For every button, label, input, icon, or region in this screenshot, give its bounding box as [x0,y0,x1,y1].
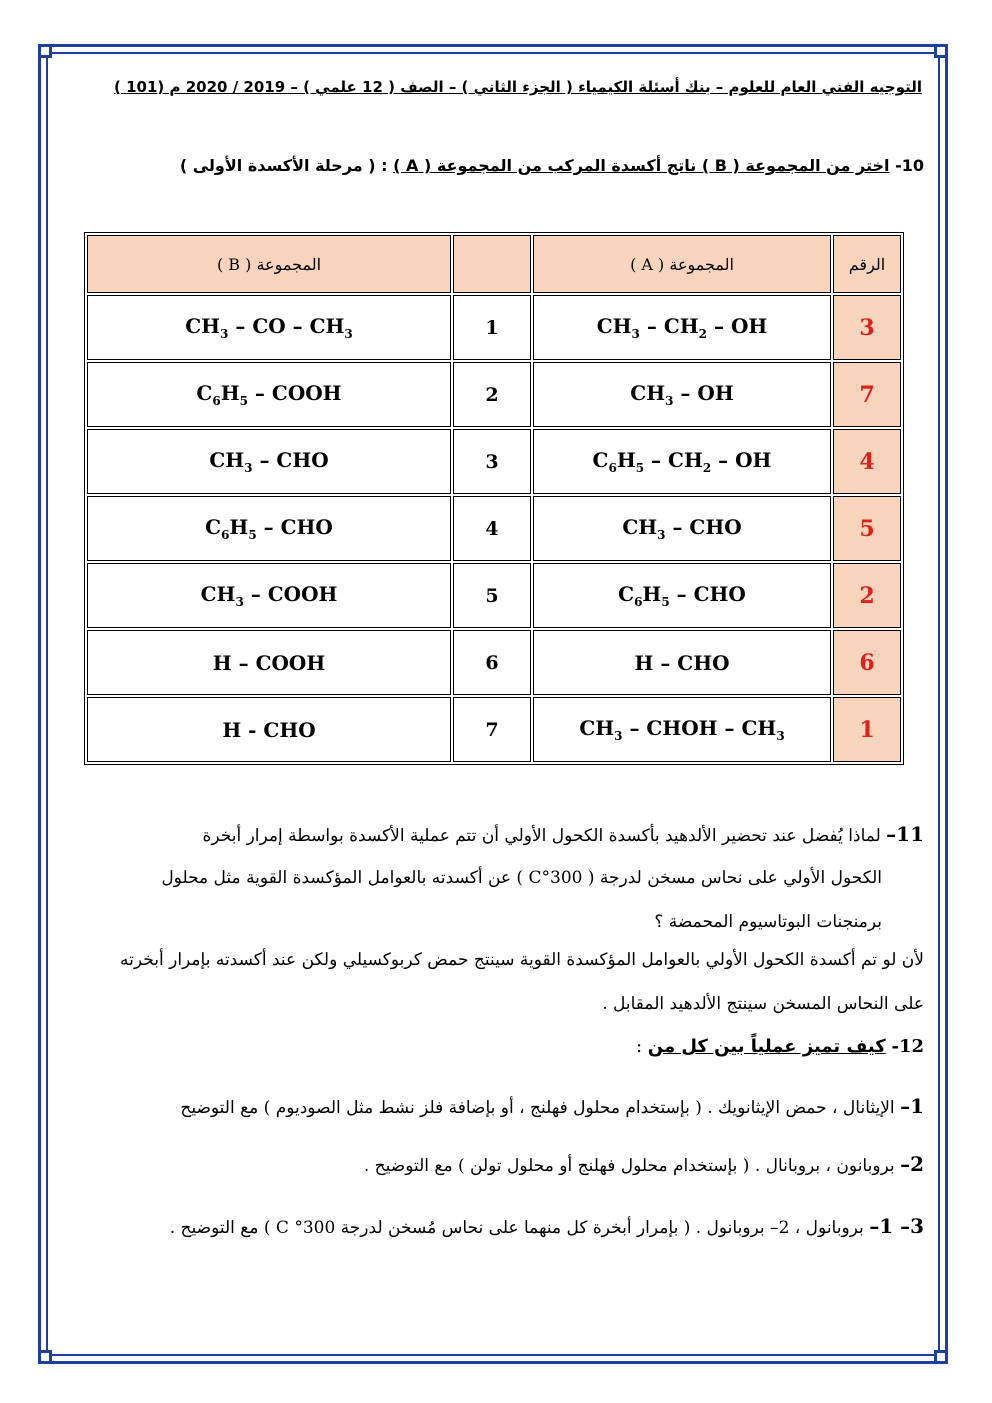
question-10-number: 10- [895,156,924,175]
question-12-colon: : [635,1036,648,1057]
group-b-compound: $CH_3$ – COOH [87,563,451,628]
question-11-answer-1: لأن لو تم أكسدة الكحول الأولي بالعوامل المؤكسدة القوية سينتج حمض كربوكسيلي ولكن عند أكسدته بإمرار أبخرته [120,950,924,970]
question-12-heading [636,1036,924,1057]
question-12-number: 12- [891,1036,924,1057]
table-row [87,697,901,762]
matching-table [84,232,904,765]
group-b-compound: $CH_3$ – CHO [87,429,451,494]
table-row [87,630,901,695]
group-b-index: 7 [453,697,531,762]
page-header: التوجيه الفني العام للعلوم – بنك أسئلة الكيمياء ( الجزء الثاني ) – الصف ( 12 علمي ) – 2019 / 2020 م (101 ) [114,78,922,96]
border-corner-ornament [38,44,52,58]
group-b-index: 1 [453,295,531,360]
table-row [87,429,901,494]
group-b-index: 5 [453,563,531,628]
answer-number: 2 [833,563,901,628]
border-corner-ornament [38,1350,52,1364]
group-b-compound: $C_6H_5$ – COOH [87,362,451,427]
table-header-row [87,235,901,293]
question-12-item-2 [364,1152,924,1176]
header-number: الرقم [833,235,901,293]
question-11-answer-2: على النحاس المسخن سينتج الألدهيد المقابل . [602,994,924,1014]
group-a-compound: H – CHO [533,630,831,695]
question-12-item-3 [170,1214,924,1238]
answer-number: 6 [833,630,901,695]
question-12-title: كيف تميز عملياً بين كل من [647,1036,886,1057]
table-row [87,295,901,360]
header-blank [453,235,531,293]
group-b-index: 6 [453,630,531,695]
border-corner-ornament [934,1350,948,1364]
question-11-line-3: برمنجنات البوتاسيوم المحمضة ؟ [654,912,882,932]
group-a-compound: $C_6H_5 - CH_2$ – OH [533,429,831,494]
table-row [87,362,901,427]
group-b-compound: H – COOH [87,630,451,695]
header-group-a: المجموعة ( A ) [533,235,831,293]
question-10 [180,156,924,175]
question-11-number: 11– [886,822,924,846]
question-11-line-1 [202,822,924,846]
item-text: بروبانون ، بروبانال . ( بإستخدام محلول فهلنج أو محلول تولن ) مع التوضيح . [363,1156,901,1176]
item-text: الإيثانال ، حمض الإيثانويك . ( بإستخدام محلول فهلنج ، أو بإضافة فلز نشط مثل الصوديوم ) مع التوضيح [180,1098,901,1118]
question-10-note: : ( مرحلة الأكسدة الأولى ) [179,156,388,175]
table-row [87,563,901,628]
question-11-line-2: الكحول الأولي على نحاس مسخن لدرجة ( 300°C ) عن أكسدته بالعوامل المؤكسدة القوية مثل محلول [161,868,882,888]
table-row [87,496,901,561]
group-b-index: 2 [453,362,531,427]
question-10-title: اختر من المجموعة ( B ) ناتج أكسدة المركب من المجموعة ( A ) [393,156,890,175]
group-b-index: 3 [453,429,531,494]
answer-number: 5 [833,496,901,561]
group-b-compound: $C_6H_5$ – CHO [87,496,451,561]
item-text: بروبانول ، 2– بروبانول . ( بإمرار أبخرة كل منهما على نحاس مُسخن لدرجة 300° C ) مع التوضيح . [169,1218,870,1238]
answer-number: 4 [833,429,901,494]
item-number: 3– 1– [869,1214,924,1238]
item-number: 2– [900,1152,924,1176]
header-group-b: المجموعة ( B ) [87,235,451,293]
question-11-text-1: لماذا يُفضل عند تحضير الألدهيد بأكسدة الكحول الأولي أن تتم عملية الأكسدة بواسطة إمرار أبخرة [202,826,887,846]
answer-number: 1 [833,697,901,762]
group-a-compound: $CH_3$ – OH [533,362,831,427]
answer-number: 3 [833,295,901,360]
group-a-compound: $CH_3$ – CHOH – $CH_3$ [533,697,831,762]
group-a-compound: $CH_3$ – CHO [533,496,831,561]
item-number: 1– [900,1094,924,1118]
group-a-compound: $CH_3 - CH_2$ – OH [533,295,831,360]
group-b-compound: $CH_3$ – CO – $CH_3$ [87,295,451,360]
question-12-item-1 [180,1094,924,1118]
border-corner-ornament [934,44,948,58]
group-b-index: 4 [453,496,531,561]
answer-number: 7 [833,362,901,427]
group-b-compound: H - CHO [87,697,451,762]
group-a-compound: $C_6H_5$ – CHO [533,563,831,628]
